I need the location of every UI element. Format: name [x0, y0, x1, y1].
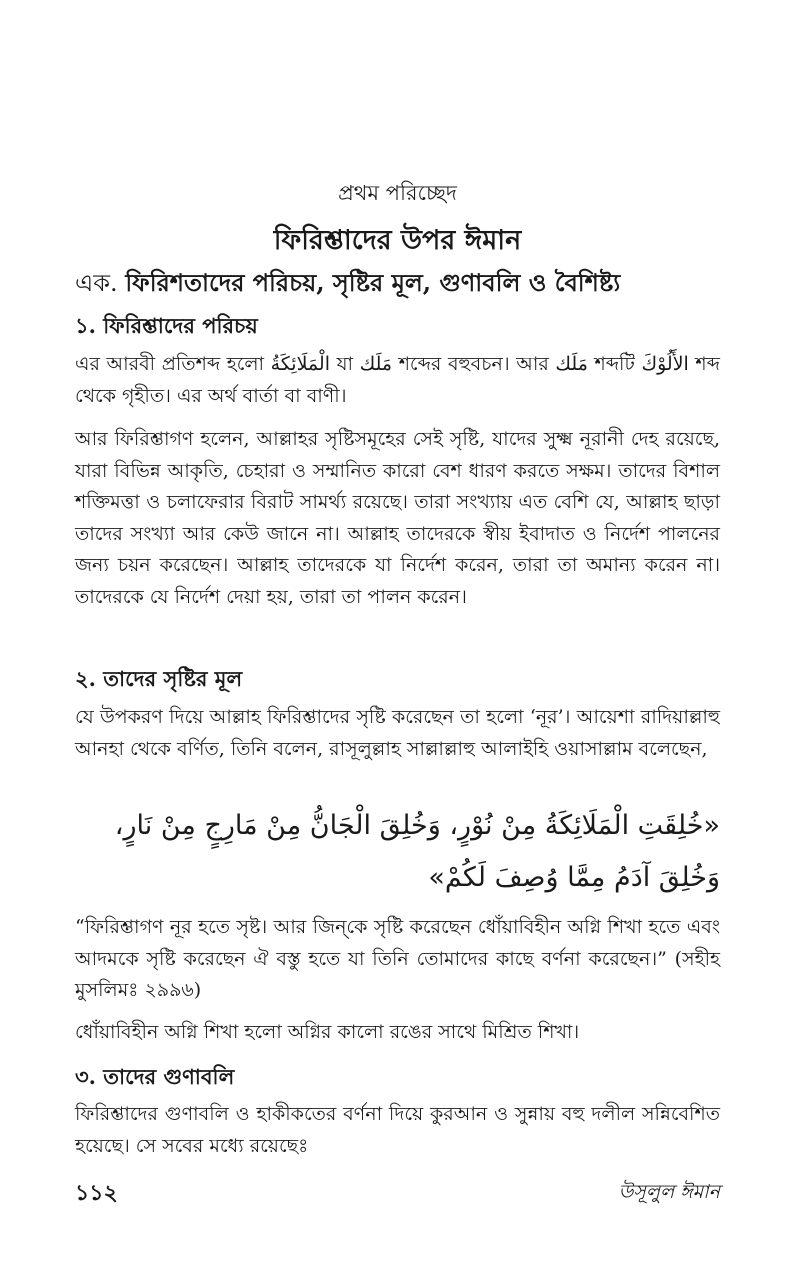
section1-para2: আর ফিরিশ্তাগণ হলেন, আল্লাহর সৃষ্টিসমূহের সেই সৃষ্টি, যাদের সুক্ষ্ম নূরানী দেহ রয়েছে, যারা বিভিন্ন আকৃতি, চেহারা ও সম্মানিত কারো বেশ ধারণ করতে সক্ষম। তাদের বিশাল শক্তিমত্তা ও চলাফেরার বিরাট সামর্থ্য রয়েছে। তারা সংখ্যায় এত বেশি যে, আল্লাহ ছাড়া তাদের সংখ্যা আর কেউ জানে না। আল্লাহ তাদেরকে স্বীয় ইবাদাত ও নির্দেশ পালনের জন্য চয়ন করেছেন। আল্লাহ তাদেরকে যা নির্দেশ করেন, তারা তা অমান্য করেন না। তাদেরকে যে নির্দেশ দেয়া হয়, তারা তা পালন করেন।: [75, 428, 720, 608]
section1-heading: ১. ফিরিশ্তাদের পরিচয়: [75, 313, 258, 338]
section1-para1: এর আরবী প্রতিশব্দ হলো الْمَلَائِكَةُ যা مَلَك শব্দের বহুবচন। আর مَلَك শব্দটি الأَلُوْكَ শব্দ থেকে গৃহীত। এর অর্থ বার্তা বা বাণী।: [75, 353, 720, 407]
section2-heading: ২. তাদের সৃষ্টির মূল: [75, 666, 243, 691]
subtitle-text: ফিরিশতাদের পরিচয়, সৃষ্টির মূল, গুণাবলি ও বৈশিষ্ট্য: [125, 268, 621, 297]
section2-para1: যে উপকরণ দিয়ে আল্লাহ ফিরিশ্তাদের সৃষ্টি করেছেন তা হলো ‘নূর’। আয়েশা রাদিয়াল্লাহু আনহা থেকে বর্ণিত, তিনি বলেন, রাসূলুল্লাহ সাল্লাল্লাহু আলাইহি ওয়াসাল্লাম বলেছেন,: [75, 706, 720, 760]
subtitle-prefix: এক.: [75, 269, 126, 297]
section2-note: ধোঁয়াবিহীন অগ্নি শিখা হলো অগ্নির কালো রঙের সাথে মিশ্রিত শিখা।: [75, 1021, 580, 1043]
section3-heading: ৩. তাদের গুণাবলি: [75, 1064, 235, 1089]
page-title: ফিরিশ্তাদের উপর ঈমান: [273, 225, 522, 256]
section-subtitle: [75, 266, 720, 300]
section3-para1: ফিরিশ্তাদের গুণাবলি ও হাকীকতের বর্ণনা দিয়ে কুরআন ও সুন্নায় বহু দলীল সন্নিবেশিত হয়েছে। সে সবের মধ্যে রয়েছেঃ: [75, 1103, 720, 1157]
book-title: উসূলুল ঈমান: [618, 1181, 720, 1203]
hadith-translation: “ফিরিশ্তাগণ নূর হতে সৃষ্ট। আর জিন্‌কে সৃষ্টি করেছেন ধোঁয়াবিহীন অগ্নি শিখা হতে এবং আদমকে সৃষ্টি করেছেন ঐ বস্তু হতে যা তিনি তোমাদের কাছে বর্ণনা করেছেন।” (সহীহ মুসলিমঃ ২৯৯৬): [75, 916, 720, 1001]
chapter-label: প্রথম পরিচ্ছেদ: [338, 181, 457, 205]
hadith-arabic: «خُلِقَتِ الْمَلَائِكَةُ مِنْ نُوْرٍ، وَخُلِقَ الْجَانُّ مِنْ مَارِجٍ مِنْ نَارٍ، وَخُلِقَ آدَمُ مِمَّا وُصِفَ لَكُمْ»: [114, 810, 720, 893]
page-number: ১১২: [75, 1180, 118, 1206]
